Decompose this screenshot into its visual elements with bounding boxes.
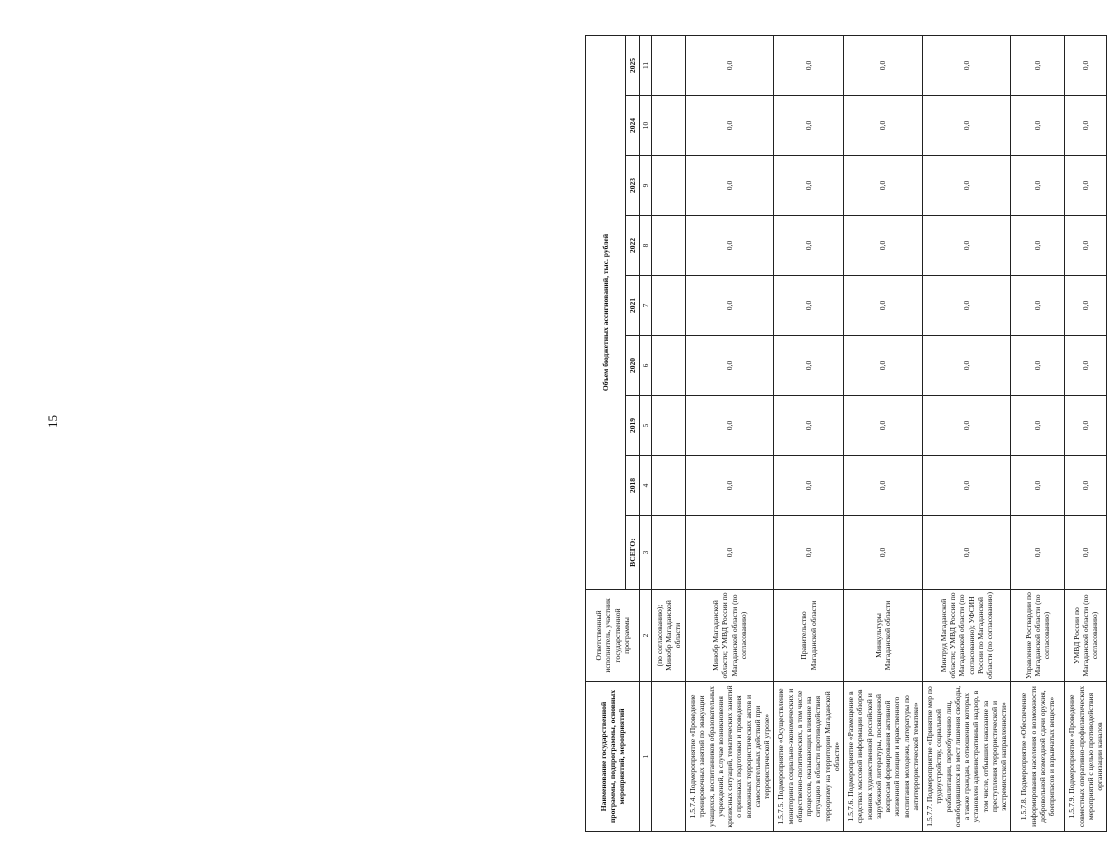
row-value: 0,0 bbox=[1011, 156, 1065, 216]
column-index: 3 bbox=[640, 516, 652, 590]
row-value bbox=[652, 396, 686, 456]
row-value: 0,0 bbox=[844, 456, 923, 516]
column-index: 9 bbox=[640, 156, 652, 216]
row-value: 0,0 bbox=[844, 35, 923, 95]
row-executor: (по согласованию); Минобр Магаданской области bbox=[652, 590, 686, 682]
table-row bbox=[686, 35, 774, 831]
row-value: 0,0 bbox=[923, 336, 1011, 396]
row-value: 0,0 bbox=[1011, 96, 1065, 156]
row-value: 0,0 bbox=[844, 216, 923, 276]
row-value: 0,0 bbox=[1065, 516, 1107, 590]
row-name: 1.5.7.7. Подмероприятие «Принятие мер по трудоустройству, социальной реабилитации, переобучению лиц, освободившихся из мест лишения свободы, а также граждан, в отношении которых установлен административный надзор, в том числе, отбывших наказание за преступления террористической и экстремистской направленности» bbox=[923, 682, 1011, 832]
row-executor: Управление Росгвардии по Магаданской области (по согласованию) bbox=[1011, 590, 1065, 682]
column-index: 4 bbox=[640, 456, 652, 516]
row-name: 1.5.7.9. Подмероприятие «Проведение совместных оперативно-профилактических мероприятий с целью противодействия организации каналов bbox=[1065, 682, 1107, 832]
row-value: 0,0 bbox=[774, 456, 844, 516]
row-value: 0,0 bbox=[844, 516, 923, 590]
header-year: ВСЕГО: bbox=[626, 516, 640, 590]
header-year: 2019 bbox=[626, 396, 640, 456]
header-year: 2018 bbox=[626, 456, 640, 516]
row-value: 0,0 bbox=[923, 276, 1011, 336]
table-row bbox=[652, 35, 686, 831]
table-row bbox=[774, 35, 844, 831]
header-year: 2020 bbox=[626, 336, 640, 396]
row-value: 0,0 bbox=[923, 156, 1011, 216]
row-value: 0,0 bbox=[686, 456, 774, 516]
row-executor: Минобр Магаданской области; УМВД России по Магаданской области (по согласованию) bbox=[686, 590, 774, 682]
table-row bbox=[844, 35, 923, 831]
row-value bbox=[652, 276, 686, 336]
row-value: 0,0 bbox=[1065, 336, 1107, 396]
row-name: 1.5.7.6. Подмероприятие «Размещение в средствах массовой информации обзоров новинок художественной российской и зарубежной литературы, посвященной вопросам формирования активной жизненной позиции и нравственного воспитания молодежи, литературы по антитеррористической тематике» bbox=[844, 682, 923, 832]
row-executor: Минтруд Магаданской области; УМВД России по Магаданской области (по согласованию); УФСИН России по Магаданской области (по согласованию) bbox=[923, 590, 1011, 682]
row-value: 0,0 bbox=[686, 396, 774, 456]
row-executor: УМВД России по Магаданской области (по согласованию) bbox=[1065, 590, 1107, 682]
row-value: 0,0 bbox=[774, 336, 844, 396]
row-value: 0,0 bbox=[1065, 216, 1107, 276]
row-value: 0,0 bbox=[844, 96, 923, 156]
row-value: 0,0 bbox=[1011, 516, 1065, 590]
row-value: 0,0 bbox=[844, 396, 923, 456]
row-value: 0,0 bbox=[686, 336, 774, 396]
table-row bbox=[1065, 35, 1107, 831]
row-value: 0,0 bbox=[1011, 396, 1065, 456]
row-value: 0,0 bbox=[686, 96, 774, 156]
row-name: 1.5.7.4. Подмероприятие «Проведение тренировочных занятий по эвакуации учащихся, воспитанников образовательных учреждений, в случае возникновения кризисных ситуаций, тематических занятий о признаках подготовки и проведения возможных террористических актов и самостоятельных действий при террористической угрозе» bbox=[686, 682, 774, 832]
row-value: 0,0 bbox=[1011, 276, 1065, 336]
header-year: 2024 bbox=[626, 96, 640, 156]
row-value: 0,0 bbox=[686, 516, 774, 590]
column-index: 1 bbox=[640, 682, 652, 832]
row-value: 0,0 bbox=[923, 216, 1011, 276]
row-value bbox=[652, 216, 686, 276]
column-index: 7 bbox=[640, 276, 652, 336]
row-value: 0,0 bbox=[1011, 35, 1065, 95]
row-value: 0,0 bbox=[844, 336, 923, 396]
table-row bbox=[1011, 35, 1065, 831]
column-index: 6 bbox=[640, 336, 652, 396]
row-name: 1.5.7.8. Подмероприятие «Обеспечение информирования населения о возможности добровольной возмездной сдачи оружия, боеприпасов и взрывчатых веществ» bbox=[1011, 682, 1065, 832]
row-value: 0,0 bbox=[774, 516, 844, 590]
row-value: 0,0 bbox=[923, 456, 1011, 516]
row-value bbox=[652, 336, 686, 396]
row-executor: Минкультуры Магаданской области bbox=[844, 590, 923, 682]
rotated-table-container bbox=[585, 36, 1105, 832]
header-year: 2023 bbox=[626, 156, 640, 216]
row-value: 0,0 bbox=[1065, 456, 1107, 516]
row-value: 0,0 bbox=[686, 35, 774, 95]
row-value: 0,0 bbox=[923, 516, 1011, 590]
row-value: 0,0 bbox=[1065, 156, 1107, 216]
header-executor: Ответственный исполнитель, участник государственной программы bbox=[586, 590, 640, 682]
row-value: 0,0 bbox=[774, 35, 844, 95]
row-value: 0,0 bbox=[774, 156, 844, 216]
header-year: 2025 bbox=[626, 35, 640, 95]
table-row bbox=[923, 35, 1011, 831]
row-value: 0,0 bbox=[1011, 336, 1065, 396]
row-executor: Правительство Магаданской области bbox=[774, 590, 844, 682]
header-budget: Объем бюджетных ассигнований, тыс. рублей bbox=[586, 35, 626, 589]
row-value bbox=[652, 156, 686, 216]
page-number: 15 bbox=[45, 415, 60, 428]
row-value: 0,0 bbox=[844, 156, 923, 216]
header-year: 2022 bbox=[626, 216, 640, 276]
row-value: 0,0 bbox=[686, 216, 774, 276]
row-name: 1.5.7.5. Подмероприятие «Осуществление мониторинга социально-экономических и общественно-политических, в том числе процессов, оказывающих влияние на ситуацию в области противодействия терроризму на территории Магаданской области» bbox=[774, 682, 844, 832]
row-value bbox=[652, 96, 686, 156]
row-name bbox=[652, 682, 686, 832]
row-value: 0,0 bbox=[1065, 276, 1107, 336]
row-value: 0,0 bbox=[686, 276, 774, 336]
budget-table bbox=[585, 35, 1107, 832]
row-value: 0,0 bbox=[1065, 96, 1107, 156]
row-value: 0,0 bbox=[774, 396, 844, 456]
column-index: 2 bbox=[640, 590, 652, 682]
row-value: 0,0 bbox=[1011, 456, 1065, 516]
row-value: 0,0 bbox=[774, 96, 844, 156]
row-value: 0,0 bbox=[844, 276, 923, 336]
row-value: 0,0 bbox=[1065, 35, 1107, 95]
row-value bbox=[652, 516, 686, 590]
column-index: 8 bbox=[640, 216, 652, 276]
row-value: 0,0 bbox=[686, 156, 774, 216]
row-value bbox=[652, 456, 686, 516]
row-value bbox=[652, 35, 686, 95]
header-year: 2021 bbox=[626, 276, 640, 336]
column-index: 10 bbox=[640, 96, 652, 156]
column-index: 11 bbox=[640, 35, 652, 95]
row-value: 0,0 bbox=[923, 35, 1011, 95]
row-value: 0,0 bbox=[1011, 216, 1065, 276]
row-value: 0,0 bbox=[774, 216, 844, 276]
row-value: 0,0 bbox=[1065, 396, 1107, 456]
row-value: 0,0 bbox=[774, 276, 844, 336]
header-name: Наименование государственной программы, подпрограммы, основных мероприятий, мероприятий bbox=[586, 682, 640, 832]
row-value: 0,0 bbox=[923, 396, 1011, 456]
column-index: 5 bbox=[640, 396, 652, 456]
row-value: 0,0 bbox=[923, 96, 1011, 156]
